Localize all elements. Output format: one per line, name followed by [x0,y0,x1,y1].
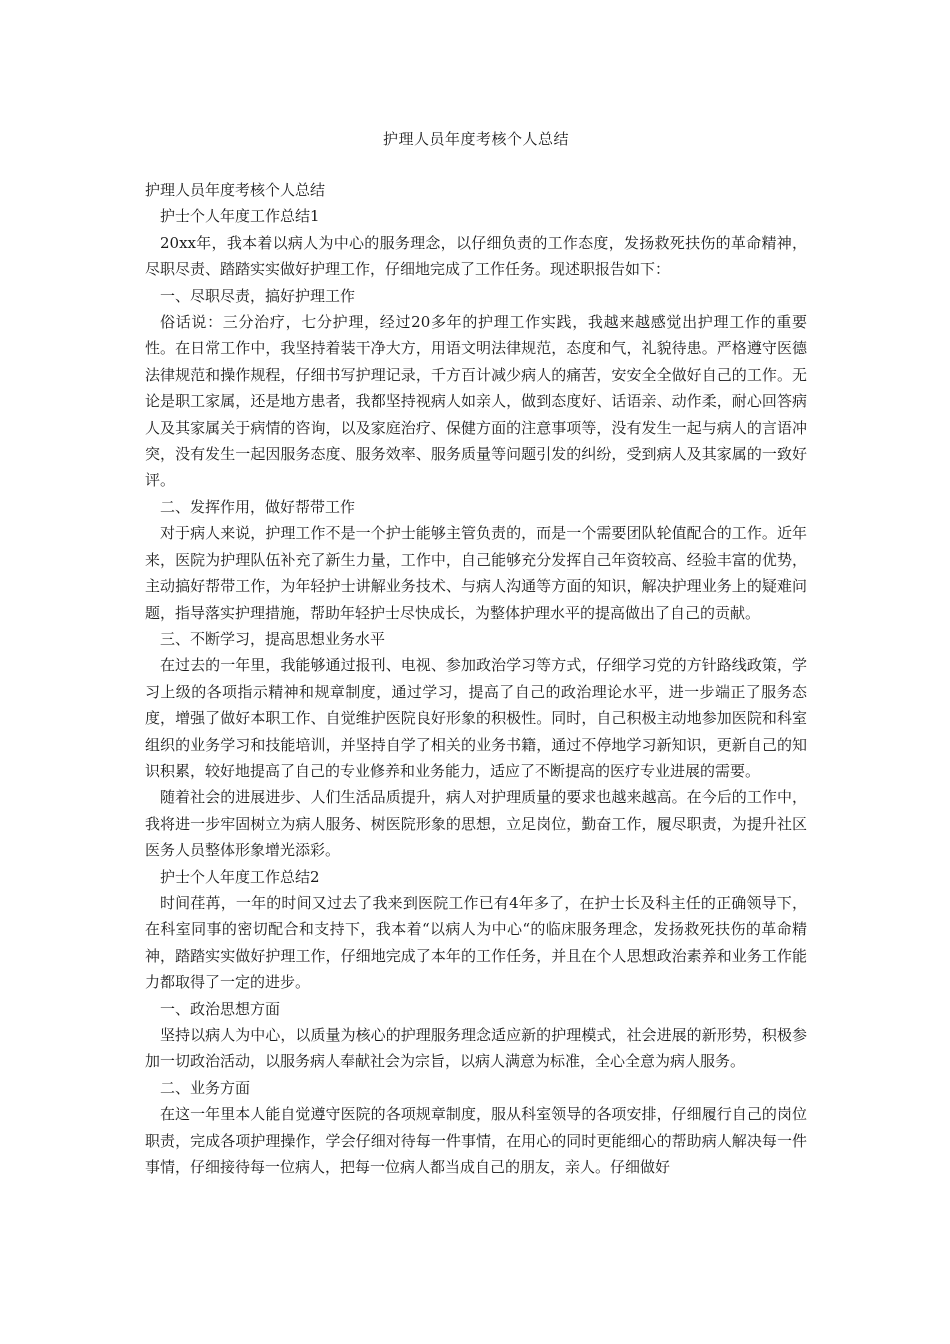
paragraph: 20xx年，我本着以病人为中心的服务理念，以仔细负责的工作态度，发扬救死扶伤的革命精神，尽职尽责、踏踏实实做好护理工作，仔细地完成了工作任务。现述职报告如下： [145,233,807,279]
paragraph: 一、政治思想方面 [160,999,281,1018]
paragraph: 俗话说：三分治疗，七分护理，经过20多年的护理工作实践，我越来越感觉出护理工作的重要性。在日常工作中，我坚持着装干净大方，用语文明法律规范，态度和气，礼貌待患。严格遵守医德法律规范和操作规程，仔细书写护理记录，千方百计减少病人的痛苦，安安全全做好自己的工作。无论是职工家属，还是地方患者，我都坚持视病人如亲人，做到态度好、话语亲、动作柔，耐心回答病人及其家属关于病情的咨询，以及家庭治疗、保健方面的注意事项等，没有发生一起与病人的言语冲突，没有发生一起因服务态度、服务效率、服务质量等问题引发的纠纷，受到病人及其家属的一致好评。 [145,313,807,490]
paragraph: 二、发挥作用，做好帮带工作 [160,497,356,516]
paragraph: 护士个人年度工作总结1 [160,207,320,226]
paragraph: 三、不断学习，提高思想业务水平 [160,629,386,648]
paragraph: 护士个人年度工作总结2 [160,867,320,886]
paragraph: 坚持以病人为中心，以质量为核心的护理服务理念适应新的护理模式，社会进展的新形势，积极参加一切政治活动，以服务病人奉献社会为宗旨，以病人满意为标准，全心全意为病人服务。 [145,1026,807,1071]
paragraph: 对于病人来说，护理工作不是一个护士能够主管负责的，而是一个需要团队轮值配合的工作。近年来，医院为护理队伍补充了新生力量，工作中，自己能够充分发挥自己年资较高、经验丰富的优势，主动搞好帮带工作，为年轻护士讲解业务技术、与病人沟通等方面的知识，解决护理业务上的疑难问题，指导落实护理措施，帮助年轻护士尽快成长，为整体护理水平的提高做出了自己的贡献。 [145,524,807,622]
paragraph: 在过去的一年里，我能够通过报刊、电视、参加政治学习等方式，仔细学习党的方针路线政策，学习上级的各项指示精神和规章制度，通过学习，提高了自己的政治理论水平，进一步端正了服务态度，增强了做好本职工作、自觉维护医院良好形象的积极性。同时，自己积极主动地参加医院和科室组织的业务学习和技能培训，并坚持自学了相关的业务书籍，通过不停地学习新知识，更新自己的知识积累，较好地提高了自己的专业修养和业务能力，适应了不断提高的医疗专业进展的需要。 [145,656,807,780]
paragraph: 随着社会的进展进步、人们生活品质提升，病人对护理质量的要求也越来越高。在今后的工作中，我将进一步牢固树立为病人服务、树医院形象的思想，立足岗位，勤奋工作，履尽职责，为提升社区医务人员整体形象增光添彩。 [145,788,807,860]
document-title: 护理人员年度考核个人总结 [382,130,569,148]
paragraph: 二、业务方面 [160,1078,251,1097]
paragraph: 时间荏苒，一年的时间又过去了我来到医院工作已有4年多了，在护士长及科主任的正确领导下，在科室同事的密切配合和支持下，我本着“以病人为中心“的临床服务理念，发扬救死扶伤的革命精神，踏踏实实做好护理工作，仔细地完成了本年的工作任务，并且在个人思想政治素养和业务工作能力都取得了一定的进步。 [145,893,807,992]
paragraph: 护理人员年度考核个人总结 [145,181,326,199]
document-body [145,177,807,1180]
paragraph: 一、尽职尽责，搞好护理工作 [160,286,356,305]
paragraph: 在这一年里本人能自觉遵守医院的各项规章制度，服从科室领导的各项安排，仔细履行自己的岗位职责，完成各项护理操作，学会仔细对待每一件事情，在用心的同时更能细心的帮助病人解决每一件事情，仔细接待每一位病人，把每一位病人都当成自己的朋友，亲人。仔细做好 [145,1105,807,1177]
